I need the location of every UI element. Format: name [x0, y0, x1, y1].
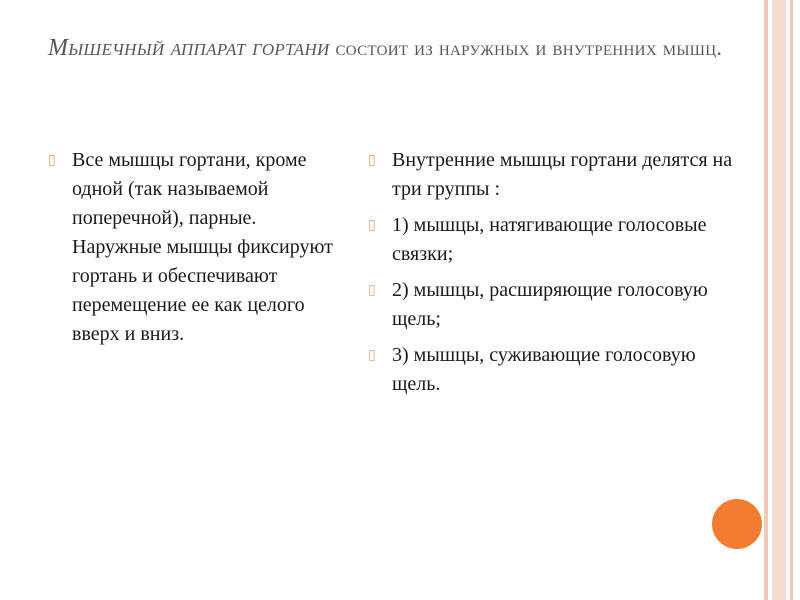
list-item: [368, 146, 738, 204]
bullet-icon: ▯: [368, 283, 376, 298]
list-item: [368, 211, 738, 269]
list-item-text: 1) мышцы, натягивающие голосовые связки;: [392, 214, 707, 265]
bullet-icon: ▯: [48, 153, 56, 168]
list-item: [368, 276, 738, 334]
bullet-icon: ▯: [368, 218, 376, 233]
slide-title: [48, 26, 748, 70]
left-column: [48, 146, 338, 356]
right-column: [368, 146, 738, 406]
decorative-stripe: [790, 0, 793, 600]
decorative-stripe: [772, 0, 786, 600]
list-item-text: Внутренние мышцы гортани делятся на три группы :: [392, 149, 733, 200]
list-item-text: Все мышцы гортани, кроме одной (так называемой поперечной), парные. Наружные мышцы фиксируют гортань и обеспечивают перемещение ее как целого вверх и вниз.: [72, 149, 333, 345]
list-item-text: 3) мышцы, суживающие голосовую щель.: [392, 344, 696, 395]
slide-title-emphasis: Мышечный аппарат гортани: [48, 35, 330, 61]
list-item: [48, 146, 338, 349]
bullet-icon: ▯: [368, 348, 376, 363]
bullet-icon: ▯: [368, 153, 376, 168]
list-item: [368, 341, 738, 399]
decorative-circle: [712, 499, 762, 549]
list-item-text: 2) мышцы, расширяющие голосовую щель;: [392, 279, 708, 330]
decorative-stripe: [764, 0, 768, 600]
slide-title-rest: состоит из наружных и внутренних мышц.: [335, 35, 723, 60]
